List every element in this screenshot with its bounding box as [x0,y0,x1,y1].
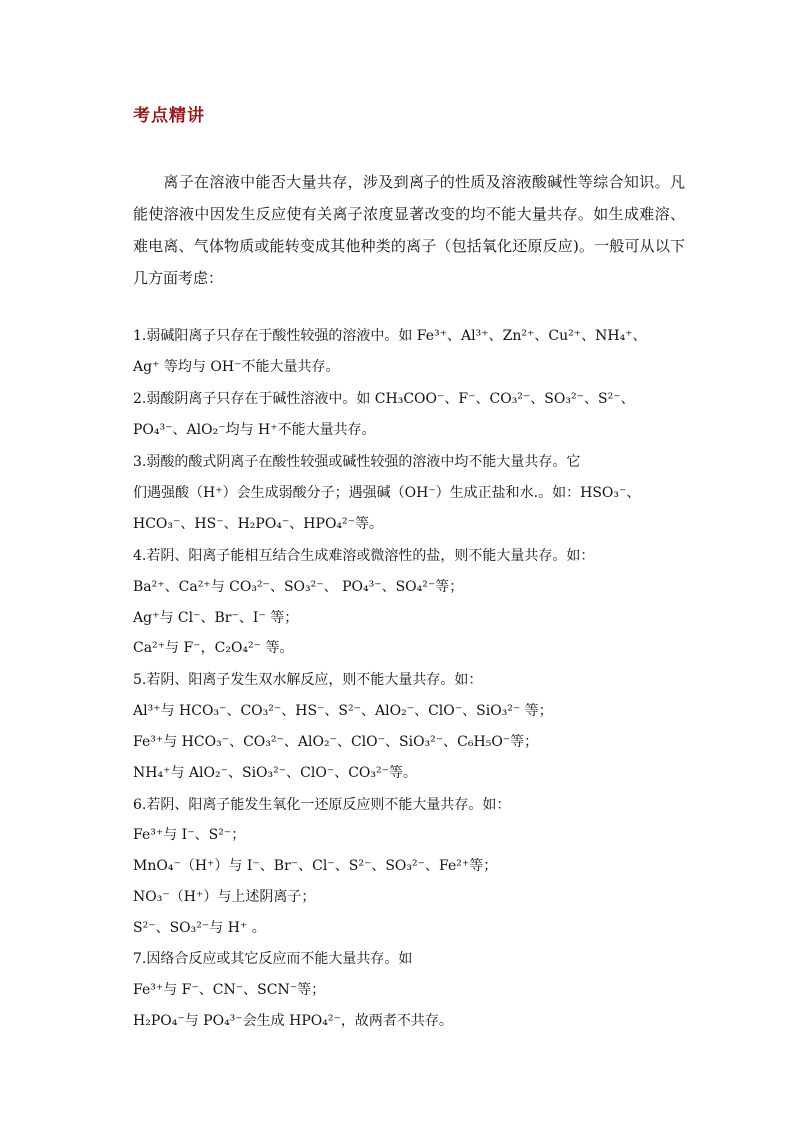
point-6-line-1 [133,794,693,816]
point-number: 1. [133,328,147,344]
point-7-line-2: Fe³⁺与 F⁻、CN⁻、SCN⁻等； [133,982,326,998]
point-5-line-2: Al³⁺与 HCO₃⁻、CO₃²⁻、HS⁻、S²⁻、AlO₂⁻、ClO⁻、SiO₃²⁻ 等； [133,703,553,719]
point-text: 弱碱阳离子只存在于酸性较强的溶液中。如 Fe³⁺、Al³⁺、Zn²⁺、Cu²⁺、NH₄⁺、 [146,328,647,344]
point-text: 弱酸阴离子只存在于碱性溶液中。如 CH₃COO⁻、F⁻、CO₃²⁻、SO₃²⁻、S²⁻、 [146,391,635,407]
section-title: 考点精讲 [133,106,205,126]
point-text: 若阴、阳离子能相互结合生成难溶或微溶性的盐，则不能大量共存。如： [146,548,595,564]
point-6-line-2: Fe³⁺与 I⁻、S²⁻； [133,827,246,843]
point-1-line-1 [133,325,693,347]
point-5-line-1 [133,669,693,691]
point-number: 2. [133,391,147,407]
point-6-line-3: MnO₄⁻（H⁺）与 I⁻、Br⁻、Cl⁻、S²⁻、SO₃²⁻、Fe²⁺等； [133,858,498,874]
point-2-line-2: PO₄³⁻、AlO₂⁻均与 H⁺不能大量共存。 [133,422,376,438]
point-number: 6. [133,797,147,813]
point-number: 4. [133,548,147,564]
point-text: 若阴、阳离子发生双水解反应，则不能大量共存。如： [146,672,483,688]
point-3-line-2: 们遇强酸（H⁺）会生成弱酸分子；遇强碱（OH⁻）生成正盐和水.。如：HSO₃⁻、 [133,485,641,501]
point-6-line-5: S²⁻、SO₃²⁻与 H⁺ 。 [133,920,266,936]
point-4-line-4: Ca²⁺与 F⁻，C₂O₄²⁻ 等。 [133,640,294,656]
point-number: 5. [133,672,147,688]
point-7-line-3: H₂PO₄⁻与 PO₄³⁻会生成 HPO₄²⁻，故两者不共存。 [133,1013,453,1029]
point-4-line-2: Ba²⁺、Ca²⁺与 CO₃²⁻、SO₃²⁻、 PO₄³⁻、SO₄²⁻等； [133,579,464,595]
point-3-line-1 [133,451,693,473]
point-5-line-4: NH₄⁺与 AlO₂⁻、SiO₃²⁻、ClO⁻、CO₃²⁻等。 [133,765,417,781]
point-1-line-2: Ag⁺ 等均与 OH⁻不能大量共存。 [133,359,340,375]
point-6-line-4: NO₃⁻（H⁺）与上述阴离子； [133,889,316,905]
intro-text: 离子在溶液中能否大量共存，涉及到离子的性质及溶液酸碱性等综合知识。凡能使溶液中因发生反应使有关离子浓度显著改变的均不能大量共存。如生成难溶、难电离、气体物质或能转变成其他种类的离子（包括氧化还原反应)。一般可从以下几方面考虑： [133,173,685,287]
point-text: 若阴、阳离子能发生氧化一还原反应则不能大量共存。如： [146,797,511,813]
point-number: 3. [133,454,147,470]
point-3-line-3: HCO₃⁻、HS⁻、H₂PO₄⁻、HPO₄²⁻等。 [133,516,384,532]
point-4-line-1 [133,545,693,567]
point-text: 因络合反应或其它反应而不能大量共存。如 [146,951,413,967]
point-number: 7. [133,951,147,967]
intro-paragraph [133,166,685,294]
point-4-line-3: Ag⁺与 Cl⁻、Br⁻、I⁻ 等； [133,610,299,626]
point-text: 弱酸的酸式阴离子在酸性较强或碱性较强的溶液中均不能大量共存。它 [146,454,581,470]
point-2-line-1 [133,388,693,410]
point-7-line-1 [133,948,693,970]
point-5-line-3: Fe³⁺与 HCO₃⁻、CO₃²⁻、AlO₂⁻、ClO⁻、SiO₃²⁻、C₆H₅O⁻等； [133,734,539,750]
